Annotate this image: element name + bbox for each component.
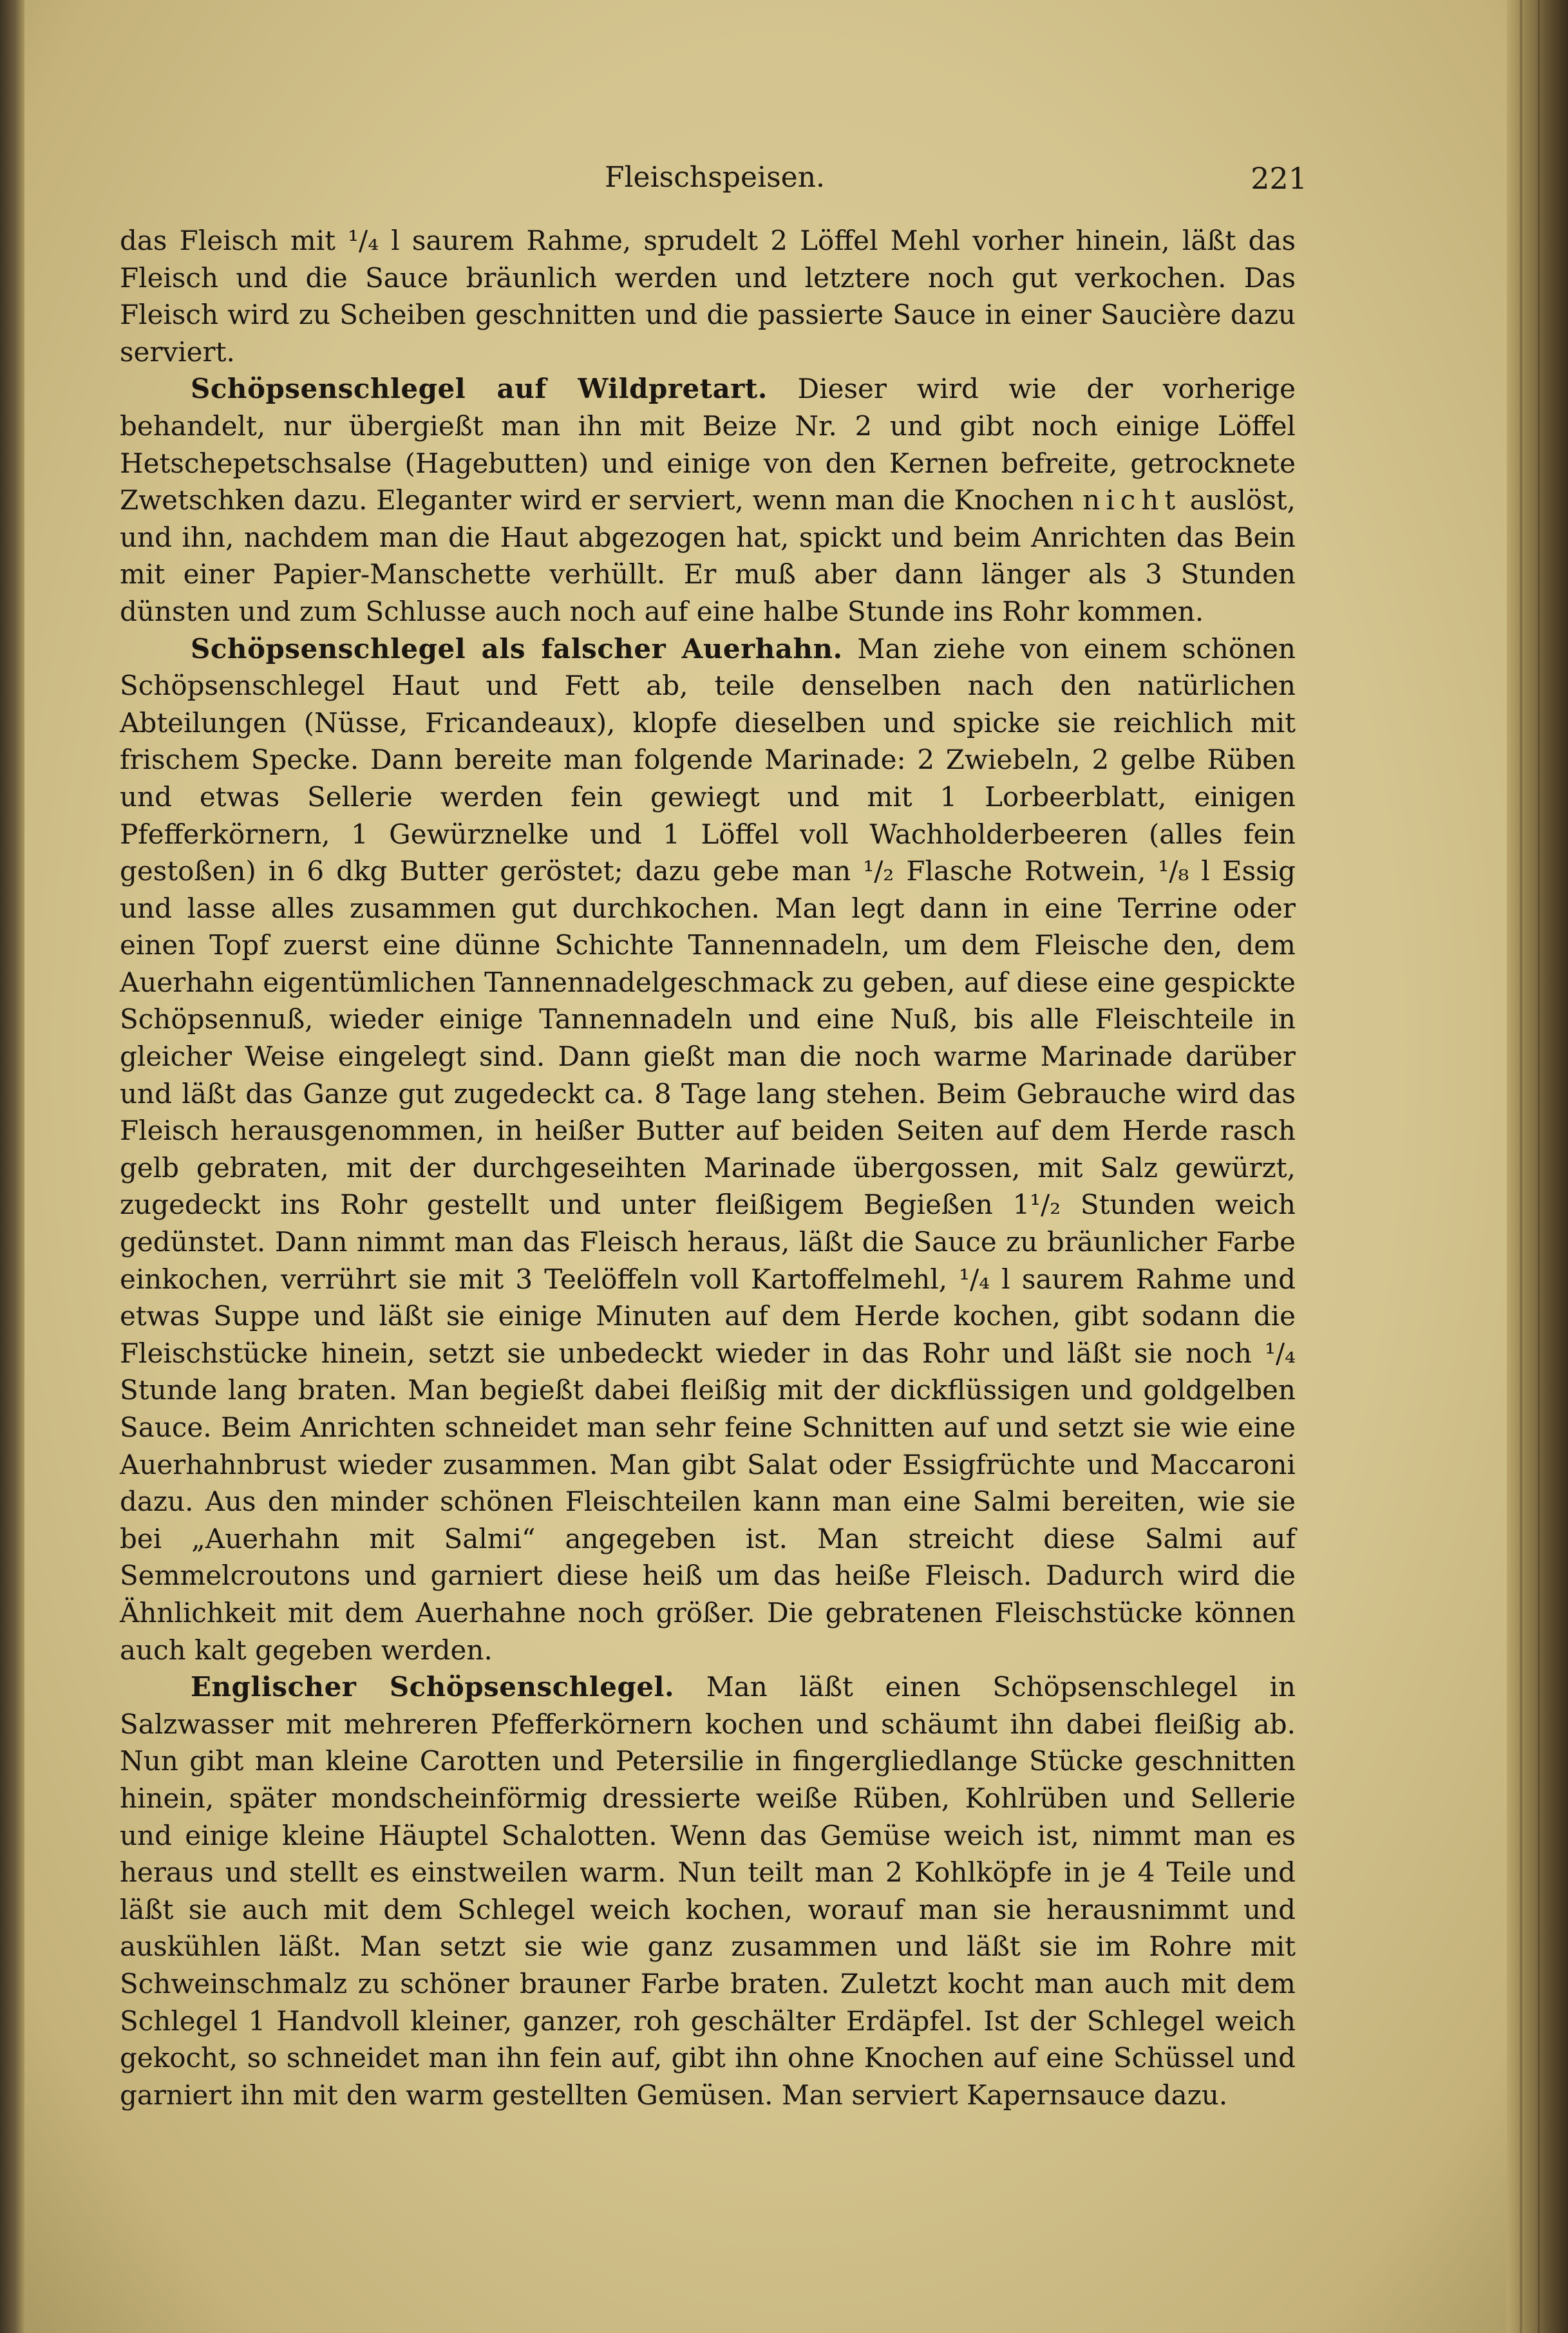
page-edge-right xyxy=(1507,0,1568,2333)
recipe-text-continued: auslöst, und ihn, nachdem man die Haut abgezogen hat, spickt und beim Anrichten das Bein mit einer Papier-Manschette verhüllt. Er muß aber dann länger als 3 Stunden dünsten und zum Schlusse auch noch auf eine halbe Stunde ins Rohr kommen. xyxy=(120,484,1296,627)
paragraph-continuation xyxy=(120,222,1296,370)
page-gutter-left xyxy=(0,0,24,2333)
running-head-title: Fleischspeisen. xyxy=(604,161,826,194)
paragraph-text: das Fleisch mit ¹/₄ l saurem Rahme, sprudelt 2 Löffel Mehl vorher hinein, läßt das Fleisch und die Sauce bräunlich werden und letztere noch gut verkochen. Das Fleisch wird zu Scheiben geschnitten und die passierte Sauce in einer Saucière dazu serviert. xyxy=(120,225,1296,368)
recipe-text: Dieser wird wie der vorherige behandelt, nur übergießt man ihn mit Beize Nr. 2 und gibt noch einige Löffel Hetschepetschsalse (Hagebutten) und einige von den Kernen befreite, getrocknete Zwetschken dazu. Eleganter wird er serviert, wenn man die Knochen xyxy=(120,373,1296,516)
recipe-falscher-auerhahn xyxy=(120,630,1296,1669)
recipe-heading: Englischer Schöpsenschlegel. xyxy=(191,1671,675,1703)
recipe-englischer-schoepsenschlegel xyxy=(120,1668,1296,2113)
recipe-heading: Schöpsenschlegel auf Wildpretart. xyxy=(191,373,768,405)
recipe-text: Man läßt einen Schöpsenschlegel in Salzwasser mit mehreren Pfefferkörnern kochen und schäumt ihn dabei fleißig ab. Nun gibt man kleine Carotten und Petersilie in fingergliedlange Stücke geschnitten hinein, später mondscheinförmig dressierte weiße Rüben, Kohlrüben und Sellerie und einige kleine Häuptel Schalotten. Wenn das Gemüse weich ist, nimmt man es heraus und stellt es einstweilen warm. Nun teilt man 2 Kohlköpfe in je 4 Teile und läßt sie auch mit dem Schlegel weich kochen, worauf man sie herausnimmt und auskühlen läßt. Man setzt sie wie ganz zusammen und läßt sie im Rohre mit Schweinschmalz zu schöner brauner Farbe braten. Zuletzt kocht man auch mit dem Schlegel 1 Handvoll kleiner, ganzer, roh geschälter Erdäpfel. Ist der Schlegel weich gekocht, so schneidet man ihn fein auf, gibt ihn ohne Knochen auf eine Schüssel und garniert ihn mit den warm gestellten Gemüsen. Man serviert Kapernsauce dazu. xyxy=(120,1671,1296,2111)
body-text xyxy=(120,222,1296,2113)
recipe-emphasis: nicht xyxy=(1082,484,1182,516)
recipe-wildpretart xyxy=(120,370,1296,630)
running-head xyxy=(122,161,1307,206)
recipe-text: Man ziehe von einem schönen Schöpsenschlegel Haut und Fett ab, teile denselben nach den natürlichen Abteilungen (Nüsse, Fricandeaux), klopfe dieselben und spicke sie reichlich mit frischem Specke. Dann bereite man folgende Marinade: 2 Zwiebeln, 2 gelbe Rüben und etwas Sellerie werden fein gewiegt und mit 1 Lorbeerblatt, einigen Pfefferkörnern, 1 Gewürznelke und 1 Löffel voll Wachholderbeeren (alles fein gestoßen) in 6 dkg Butter geröstet; dazu gebe man ¹/₂ Flasche Rotwein, ¹/₈ l Essig und lasse alles zusammen gut durchkochen. Man legt dann in eine Terrine oder einen Topf zuerst eine dünne Schichte Tannennadeln, um dem Fleische den, dem Auerhahn eigentümlichen Tannennadelgeschmack zu geben, auf diese eine gespickte Schöpsennuß, wieder einige Tannennadeln und eine Nuß, bis alle Fleischteile in gleicher Weise eingelegt sind. Dann gießt man die noch warme Marinade darüber und läßt das Ganze gut zugedeckt ca. 8 Tage lang stehen. Beim Gebrauche wird das Fleisch herausgenommen, in heißer Butter auf beiden Seiten auf dem Herde rasch gelb gebraten, mit der durchgeseihten Marinade übergossen, mit Salz gewürzt, zugedeckt ins Rohr gestellt und unter fleißigem Begießen 1¹/₂ Stunden weich gedünstet. Dann nimmt man das Fleisch heraus, läßt die Sauce zu bräunlicher Farbe einkochen, verrührt sie mit 3 Teelöffeln voll Kartoffelmehl, ¹/₄ l saurem Rahme und etwas Suppe und läßt sie einige Minuten auf dem Herde kochen, gibt sodann die Fleischstücke hinein, setzt sie unbedeckt wieder in das Rohr und läßt sie noch ¹/₄ Stunde lang braten. Man begießt dabei fleißig mit der dickflüssigen und goldgelben Sauce. Beim Anrichten schneidet man sehr feine Schnitten auf und setzt sie wie eine Auerhahnbrust wieder zusammen. Man gibt Salat oder Essigfrüchte und Maccaroni dazu. Aus den minder schönen Fleischteilen kann man eine Salmi bereiten, wie sie bei „Auerhahn mit Salmi“ angegeben ist. Man streicht diese Salmi auf Semmelcroutons und garniert diese heiß um das heiße Fleisch. Dadurch wird die Ähnlichkeit mit dem Auerhahne noch größer. Die gebratenen Fleischstücke können auch kalt gegeben werden. xyxy=(120,632,1296,1666)
recipe-heading: Schöpsenschlegel als falscher Auerhahn. xyxy=(191,632,843,665)
page-number: 221 xyxy=(1251,161,1307,196)
